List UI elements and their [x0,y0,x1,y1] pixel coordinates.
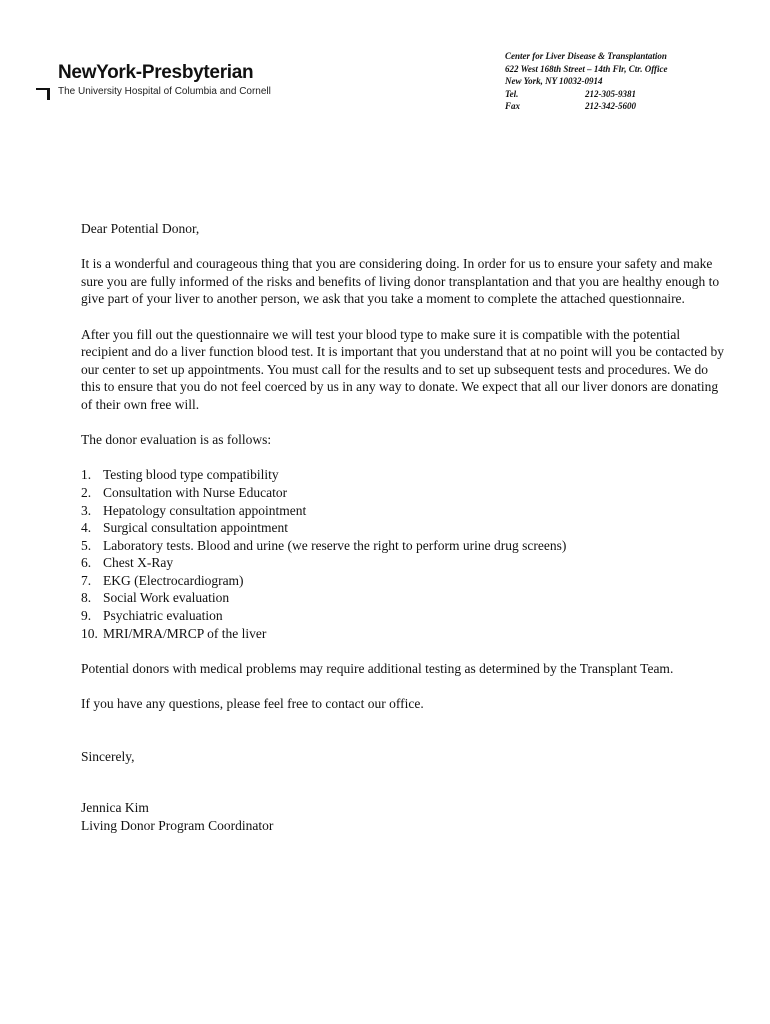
office-fax [505,100,745,113]
tel-number: 212-305-9381 [585,88,636,99]
paragraph-process: After you fill out the questionnaire we will test your blood type to make sure it is compatible with the potential recipient and do a liver function blood test. It is important that you understand that at no point will you be contacted by our center to set up appointments. You must call for the results and to set up subsequent tests and procedures. We do this to ensure that you do not feel coerced by us in any way to donate. We expect that all our liver donors are donating of their own free will. [81,326,724,412]
hospital-tagline: The University Hospital of Columbia and Cornell [58,86,271,97]
list-item: 8. Social Work evaluation [81,590,230,606]
list-item: 3. Hepatology consultation appointment [81,502,307,518]
list-item: 6. Chest X-Ray [81,555,174,571]
evaluation-steps-list [81,466,726,642]
hospital-logo-mark-icon [36,88,50,100]
hospital-logo-name: NewYork-Presbyterian [58,62,254,83]
letter-body [81,220,726,834]
list-item: 1. Testing blood type compatibility [81,467,279,483]
list-item: 10. MRI/MRA/MRCP of the liver [81,625,267,641]
fax-label: Fax [505,101,521,111]
salutation: Dear Potential Donor, [81,221,200,236]
office-telephone [505,88,745,101]
fax-number: 212-342-5600 [585,101,636,111]
evaluation-intro: The donor evaluation is as follows: [81,432,272,448]
office-address-block [505,50,745,113]
list-item: 9. Psychiatric evaluation [81,608,223,624]
paragraph-additional-testing: Potential donors with medical problems may require additional testing as determined by the Transplant Team. [81,660,674,676]
paragraph-intro: It is a wonderful and courageous thing that you are considering doing. In order for us to ensure your safety and make sure you are fully informed of the risks and benefits of living donor transplantation and that you are healthy enough to give part of your liver to another person, we ask that you take a moment to complete the attached questionnaire. [81,256,720,307]
paragraph-contact: If you have any questions, please feel free to contact our office. [81,696,424,712]
office-street: 622 West 168th Street – 14th Flr, Ctr. Office [505,63,668,74]
list-item: 7. EKG (Electrocardiogram) [81,572,244,588]
list-item: 4. Surgical consultation appointment [81,520,288,536]
office-department: Center for Liver Disease & Transplantation [505,51,667,61]
tel-label: Tel. [505,88,519,99]
list-item: 2. Consultation with Nurse Educator [81,484,288,500]
signer-title: Living Donor Program Coordinator [81,817,274,833]
signer-name: Jennica Kim [81,800,149,816]
closing: Sincerely, [81,748,135,764]
list-item: 5. Laboratory tests. Blood and urine (we reserve the right to perform urine drug screens) [81,537,567,553]
office-city: New York, NY 10032-0914 [505,76,603,86]
